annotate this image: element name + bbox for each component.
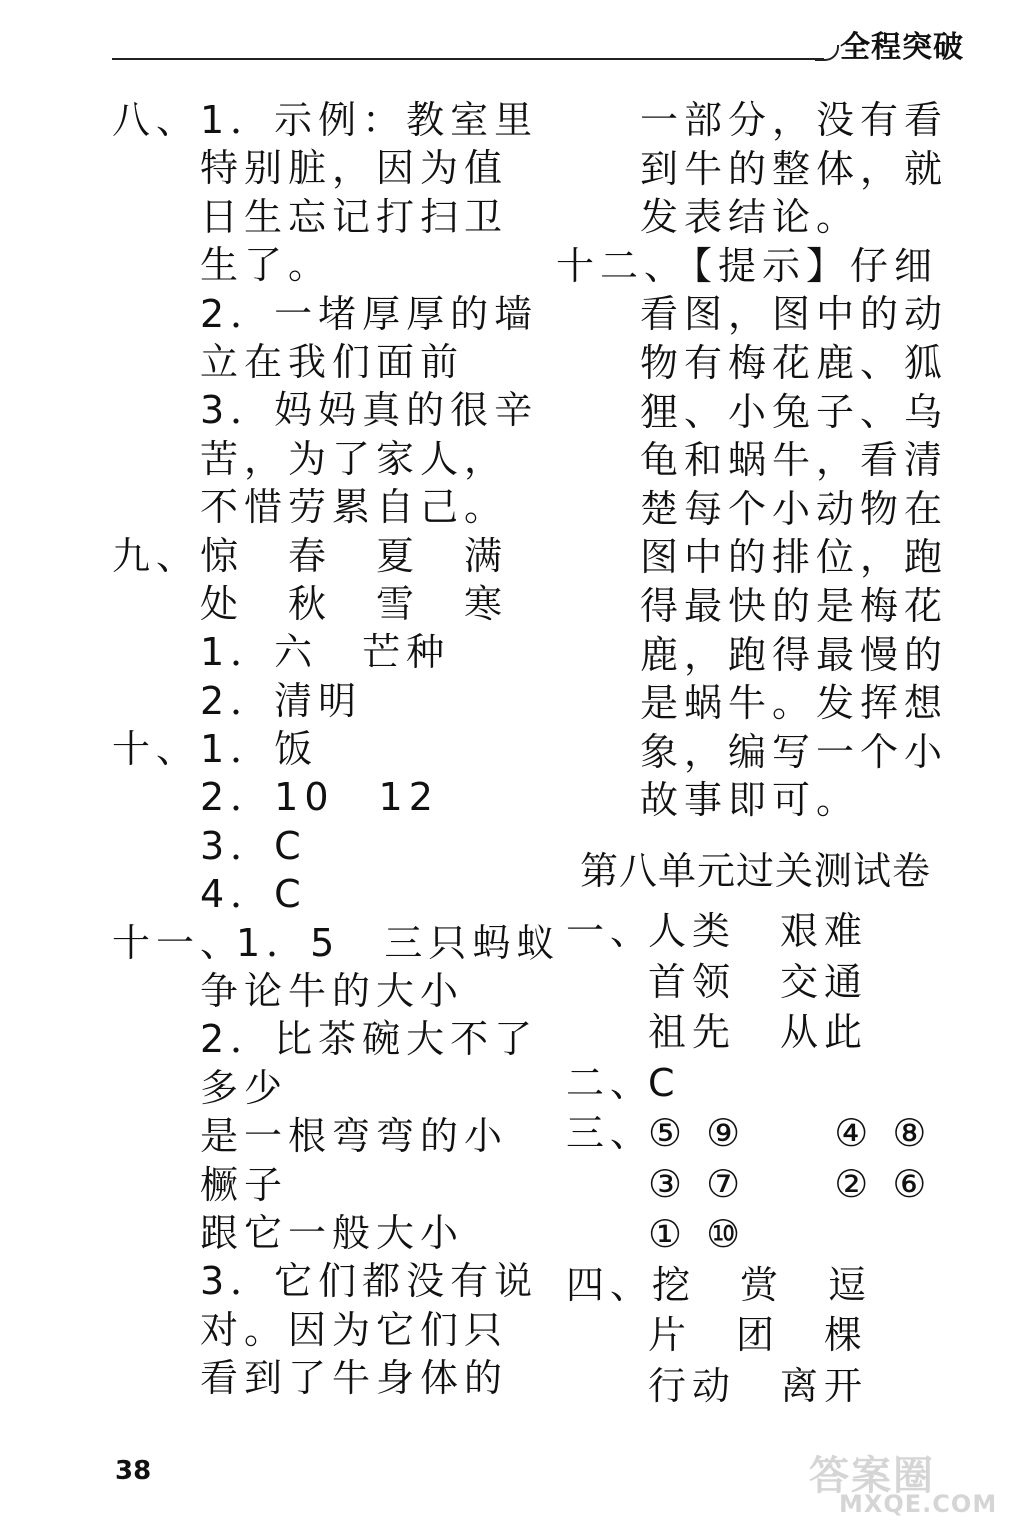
- answer-text: 3．它们都没有说: [200, 1259, 539, 1304]
- answer-text: 处 秋 雪 寒: [200, 581, 509, 626]
- watermark-text-top: 答案圈: [809, 1453, 935, 1499]
- answer-line: [556, 339, 976, 388]
- question-number: 四、: [566, 1262, 655, 1307]
- answer-text: ① ⑩: [648, 1212, 747, 1256]
- answer-text: ③ ⑦ ② ⑥: [648, 1161, 933, 1206]
- answer-text: 3．C: [200, 823, 307, 868]
- answer-line: [556, 679, 976, 728]
- answer-line: [112, 822, 542, 870]
- answer-text: 楚每个小动物在: [640, 486, 949, 531]
- answer-text: 2．10 12: [200, 775, 439, 820]
- answer-line: [112, 144, 542, 192]
- answer-line: [556, 582, 976, 631]
- answer-text: 不惜劳累自己。: [200, 485, 509, 530]
- answer-line: [112, 967, 542, 1015]
- answer-text: 特别脏，因为值: [200, 146, 509, 191]
- answer-line: [112, 532, 542, 580]
- answer-text: 2．比茶碗大不了: [200, 1017, 539, 1062]
- answer-text: 1．示例：教室里: [200, 98, 539, 142]
- answer-text: 一部分，没有看: [640, 98, 949, 142]
- answer-line: [556, 436, 976, 485]
- answer-text: 看到了牛身体的: [200, 1356, 509, 1401]
- answer-text: 1．六 芒种: [200, 630, 451, 675]
- answer-line: [556, 728, 976, 777]
- answer-text: 故事即可。: [640, 778, 861, 823]
- answer-line: [112, 96, 542, 144]
- answer-text: 看图，图中的动: [640, 292, 949, 337]
- header-rule: [112, 58, 824, 60]
- answer-line: [556, 290, 976, 339]
- answer-text: 鹿，跑得最慢的: [640, 632, 949, 677]
- header-title: 全程突破: [840, 30, 964, 65]
- right-column: [556, 96, 976, 825]
- answer-line: [556, 485, 976, 534]
- answer-line: [566, 1209, 986, 1260]
- answer-line: [556, 193, 976, 242]
- answer-text: 争论牛的大小: [200, 969, 465, 1014]
- answer-text: 多少: [200, 1065, 289, 1110]
- answer-line: [556, 631, 976, 680]
- question-number: 十一、: [112, 920, 245, 965]
- answer-text: 物有梅花鹿、狐: [640, 340, 949, 385]
- question-number: 八、: [112, 98, 201, 142]
- answer-line: [112, 773, 542, 821]
- answer-line: [566, 906, 986, 957]
- question-number: 一、: [566, 909, 655, 953]
- answer-text: 龟和蜗牛，看清: [640, 438, 949, 483]
- answer-text: 日生忘记打扫卫: [200, 194, 509, 239]
- answer-text: 狸、小兔子、乌: [640, 389, 949, 434]
- answer-text: 3．妈妈真的很辛: [200, 388, 539, 433]
- answer-line: [556, 776, 976, 825]
- answer-text: 是蜗牛。发挥想: [640, 681, 949, 726]
- answer-text: 挖 赏 逗: [652, 1262, 873, 1307]
- answer-text: 1．饭: [200, 727, 319, 772]
- question-number: 十、: [112, 727, 201, 772]
- answer-line: [112, 919, 561, 967]
- answer-line: [556, 145, 976, 194]
- answer-line: [112, 1064, 542, 1112]
- answer-line: [112, 483, 542, 531]
- answer-line: [112, 1161, 542, 1209]
- answer-text: 2．一堵厚厚的墙: [200, 291, 539, 336]
- section-title: 第八单元过关测试卷: [580, 849, 932, 893]
- answer-line: [112, 628, 542, 676]
- answer-line: [556, 96, 976, 145]
- answer-text: 得最快的是梅花: [640, 583, 949, 628]
- answer-line: [112, 1112, 542, 1160]
- answer-text: 1．5 三只蚂蚁: [236, 920, 561, 965]
- answer-line: [112, 241, 542, 289]
- answer-text: 2．清明: [200, 678, 363, 723]
- answer-text: 惊 春 夏 满: [200, 533, 509, 578]
- answer-line: [112, 193, 542, 241]
- answer-line: [566, 1310, 986, 1361]
- watermark-logo: [809, 1444, 999, 1528]
- answer-text: 【提示】仔细: [674, 243, 939, 288]
- answer-line: [112, 1015, 542, 1063]
- answer-text: 4．C: [200, 872, 307, 917]
- answer-text: 立在我们面前: [200, 339, 465, 384]
- answer-text: 是一根弯弯的小: [200, 1114, 509, 1159]
- answer-text: 到牛的整体，就: [640, 146, 949, 191]
- answer-text: 图中的排位，跑: [640, 535, 949, 580]
- watermark-text-bottom: MXQE.COM: [839, 1490, 998, 1518]
- answer-line: [566, 1260, 986, 1311]
- page-number: 38: [115, 1456, 152, 1486]
- answer-text: 橛子: [200, 1162, 289, 1207]
- answer-text: 行动 离开: [648, 1363, 869, 1408]
- answer-text: 苦，为了家人，: [200, 436, 509, 481]
- question-number: 三、: [566, 1111, 655, 1155]
- answer-line: [112, 435, 542, 483]
- answer-text: C: [648, 1060, 681, 1105]
- answer-line: [112, 1306, 542, 1354]
- answer-text: 祖先 从此: [648, 1010, 869, 1054]
- answer-text: 片 团 棵: [648, 1313, 869, 1357]
- answer-line: [566, 1159, 986, 1210]
- answer-line: [566, 957, 986, 1008]
- answer-text: 跟它一般大小: [200, 1210, 465, 1255]
- answer-text: 人类 艰难: [648, 909, 869, 953]
- answer-text: 生了。: [200, 243, 333, 288]
- answer-line: [112, 386, 542, 434]
- answer-line: [112, 290, 542, 338]
- answer-text: 象，编写一个小: [640, 729, 949, 774]
- answer-line: [112, 1354, 542, 1402]
- answer-line: [556, 533, 976, 582]
- answer-line: [566, 1007, 986, 1058]
- left-column: [112, 96, 561, 1403]
- answer-text: 对。因为它们只: [200, 1307, 509, 1352]
- section-answers: [566, 906, 986, 1411]
- answer-line: [112, 580, 542, 628]
- answer-line: [566, 1361, 986, 1412]
- answer-line: [566, 1108, 986, 1159]
- question-number: 九、: [112, 533, 201, 578]
- answer-line: [112, 1209, 542, 1257]
- answer-line: [112, 338, 542, 386]
- question-number: 二、: [566, 1060, 655, 1105]
- header-rule-curl: [815, 45, 839, 61]
- question-number: 十二、: [556, 243, 689, 288]
- answer-text: ⑤ ⑨ ④ ⑧: [648, 1111, 933, 1155]
- answer-line: [566, 1058, 986, 1109]
- answer-text: 发表结论。: [640, 195, 861, 240]
- answer-line: [112, 870, 542, 918]
- answer-line: [112, 725, 542, 773]
- answer-line: [556, 242, 976, 291]
- answer-text: 首领 交通: [648, 959, 869, 1004]
- answer-line: [556, 388, 976, 437]
- answer-line: [112, 677, 542, 725]
- answer-line: [112, 1257, 542, 1305]
